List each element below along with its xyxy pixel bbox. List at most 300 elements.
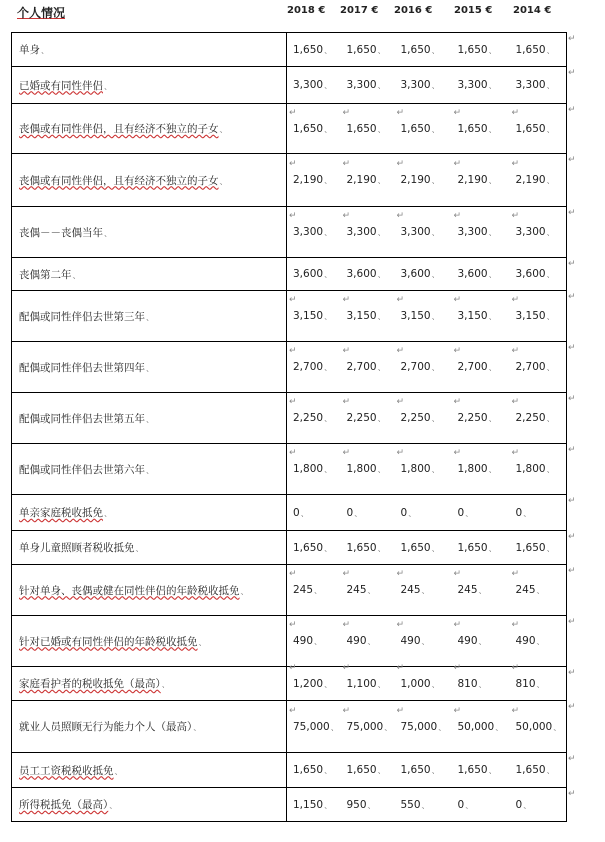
paragraph-mark: 、 [377,766,386,775]
table-row [12,701,567,753]
paragraph-mark: 、 [431,124,440,134]
return-mark-icon: ↵ [453,295,462,305]
row-label: 所得税抵免（最高） [19,799,109,811]
row-end-mark-icon: ↵ [568,208,576,218]
value-cell [287,788,341,822]
cell-value: 3,300 [346,226,377,238]
row-end-mark-icon: ↵ [568,789,576,799]
cell-value: 50,000 [457,720,495,733]
paragraph-mark: 、 [324,124,333,134]
paragraph-mark: 、 [367,637,376,646]
cell-value: 3,150 [515,310,546,322]
paragraph-mark: 、 [330,722,339,732]
cell-value: 3,150 [400,310,431,322]
value-cell [452,444,510,495]
row-end-mark-icon: ↵ [568,566,576,576]
cell-value: 1,650 [400,764,431,776]
row-label: 就业人员照顾无行为能力个人（最高） [19,721,193,733]
value-cell [510,393,567,444]
cell-value: 3,300 [457,79,488,91]
row-label: 配偶或同性伴侣去世第三年 [19,310,145,323]
cell-value: 1,650 [293,764,324,776]
paragraph-mark: 、 [488,465,497,474]
row-label: 丧偶第二年 [19,268,72,281]
paragraph-mark: 、 [324,312,333,321]
cell-value: 1,000 [400,677,431,690]
value-cell [452,342,510,393]
row-label: 已婚或有同性伴侣 [19,79,103,92]
value-cell [395,616,452,667]
table-row [12,495,567,531]
paragraph-mark: 、 [377,45,386,55]
paragraph-mark: 、 [478,586,487,595]
paragraph-mark: 、 [431,543,440,553]
cell-value: 2,700 [457,361,488,373]
value-cell [395,104,452,154]
cell-value: 1,650 [515,764,546,776]
value-cell [287,342,341,393]
cell-value: 1,650 [346,43,377,56]
table-row [12,207,567,258]
paragraph-mark: 、 [377,176,386,185]
paragraph-mark: 、 [488,312,497,321]
row-end-mark-icon: ↵ [568,754,576,764]
cell-value: 2,190 [457,174,488,186]
paragraph-mark: 、 [488,124,497,134]
paragraph-mark: 、 [431,679,440,689]
cell-value: 50,000 [515,720,553,733]
paragraph-mark: 、 [384,722,393,732]
value-cell [510,616,567,667]
cell-value: 2,190 [293,174,324,186]
table-row [12,291,567,342]
year-2016: 2016 € [394,5,433,16]
cell-value: 2,700 [515,361,546,373]
cell-value: 2,250 [293,412,324,424]
paragraph-mark: 、 [553,722,562,732]
paragraph-mark: 、 [377,124,386,134]
return-mark-icon: ↵ [511,705,520,716]
row-end-mark-icon: ↵ [568,34,576,44]
return-mark-icon: ↵ [511,211,520,221]
paragraph-mark: 、 [546,45,555,55]
cell-value: 490 [457,635,478,647]
paragraph-mark: 、 [300,508,309,518]
paragraph-mark: 、 [421,586,430,595]
return-mark-icon: ↵ [453,569,462,579]
value-cell [452,565,510,616]
value-cell [452,258,510,291]
paragraph-mark: 、 [377,414,386,423]
cell-value: 245 [515,584,536,596]
row-label-cell [12,291,287,342]
paragraph-mark: 、 [546,176,555,185]
paragraph-mark: 、 [324,363,333,372]
row-label-cell [12,701,287,753]
return-mark-icon: ↵ [289,705,297,716]
paragraph-mark: 、 [546,124,555,134]
value-cell [287,753,341,788]
value-cell [287,495,341,531]
value-cell [341,207,395,258]
row-label: 单身 [19,44,40,56]
value-cell [341,753,395,788]
value-cell [341,393,395,444]
return-mark-icon: ↵ [511,620,520,630]
paragraph-mark: 、 [135,544,144,553]
paragraph-mark: 、 [431,363,440,372]
paragraph-mark: 、 [546,766,555,775]
row-label: 单身儿童照顾者税收抵免 [19,542,135,554]
paragraph-mark: 、 [324,800,333,810]
paragraph-mark: 、 [324,81,333,90]
cell-value: 3,300 [400,226,431,238]
cell-value: 1,150 [293,798,324,811]
table-row [12,104,567,154]
value-cell [395,393,452,444]
value-cell [395,207,452,258]
value-cell [452,291,510,342]
paragraph-mark: 、 [488,414,497,423]
return-mark-icon: ↵ [453,662,462,673]
value-cell [287,258,341,291]
paragraph-mark: 、 [114,766,123,776]
value-cell [395,753,452,788]
return-mark-icon: ↵ [396,569,405,579]
row-end-mark-icon: ↵ [568,259,576,269]
cell-value: 3,150 [457,310,488,322]
value-cell [395,258,452,291]
row-label: 丧偶－－丧偶当年 [19,226,103,239]
cell-value: 1,650 [400,43,431,56]
cell-value: 0 [515,506,523,519]
table-row [12,667,567,701]
row-end-mark-icon: ↵ [568,617,576,627]
value-cell [341,444,395,495]
row-label: 配偶或同性伴侣去世第四年 [19,361,145,374]
cell-value: 1,650 [457,541,488,554]
cell-value: 1,800 [515,463,546,475]
paragraph-mark: 、 [488,228,497,237]
table-row [12,67,567,104]
paragraph-mark: 、 [546,465,555,474]
paragraph-mark: 、 [377,312,386,321]
paragraph-mark: 、 [324,414,333,423]
paragraph-mark: 、 [377,81,386,90]
return-mark-icon: ↵ [453,211,462,221]
return-mark-icon: ↵ [511,397,520,407]
cell-value: 2,190 [515,174,546,186]
return-mark-icon: ↵ [396,620,405,630]
value-cell [287,444,341,495]
cell-value: 1,650 [346,122,377,135]
return-mark-icon: ↵ [511,346,520,356]
row-label: 丧偶或有同性伴侣，且有经济不独立的子女 [19,123,219,135]
paragraph-mark: 、 [488,543,497,553]
table-row [12,788,567,822]
paragraph-mark: 、 [377,228,386,237]
value-cell [341,67,395,104]
paragraph-mark: 、 [41,46,49,55]
paragraph-mark: 、 [324,228,333,237]
value-cell [510,154,567,207]
row-label-cell [12,104,287,154]
return-mark-icon: ↵ [289,397,297,407]
row-end-mark-icon: ↵ [568,394,576,404]
value-cell [510,531,567,565]
paragraph-mark: 、 [536,679,545,689]
paragraph-mark: 、 [488,81,497,90]
value-cell [287,104,341,154]
table-row [12,565,567,616]
cell-value: 75,000 [293,720,330,733]
paragraph-mark: 、 [465,508,474,518]
return-mark-icon: ↵ [453,159,462,169]
return-mark-icon: ↵ [511,159,520,169]
cell-value: 1,650 [346,541,377,554]
cell-value: 2,700 [400,361,431,373]
value-cell [395,531,452,565]
cell-value: 1,650 [293,541,324,554]
paragraph-mark: 、 [324,465,333,474]
value-cell [395,662,452,701]
value-cell [287,207,341,258]
cell-value: 1,800 [457,463,488,475]
return-mark-icon: ↵ [453,107,462,118]
table-row [12,616,567,667]
paragraph-mark: 、 [104,228,112,238]
cell-value: 245 [293,584,314,596]
paragraph-mark: 、 [546,414,555,423]
row-label-cell [12,531,287,565]
cell-value: 1,200 [293,677,324,690]
return-mark-icon: ↵ [453,620,462,630]
paragraph-mark: 、 [198,637,207,647]
value-cell [287,662,341,701]
return-mark-icon: ↵ [396,662,405,673]
cell-value: 2,700 [293,361,324,373]
header-label: 个人情况 [17,6,66,20]
value-cell [510,444,567,495]
return-mark-icon: ↵ [453,397,462,407]
cell-value: 810 [515,677,536,690]
cell-value: 0 [346,506,354,519]
table-row [12,531,567,565]
row-label-cell [12,342,287,393]
value-cell [395,33,452,67]
value-cell [510,258,567,291]
cell-value: 0 [400,506,408,519]
cell-value: 75,000 [400,720,438,733]
value-cell [287,67,341,104]
return-mark-icon: ↵ [289,211,297,221]
cell-value: 1,650 [400,541,431,554]
paragraph-mark: 、 [546,363,555,372]
value-cell [395,788,452,822]
return-mark-icon: ↵ [342,569,351,579]
cell-value: 1,800 [293,463,324,475]
cell-value: 0 [515,798,523,811]
value-cell [395,444,452,495]
value-cell [510,104,567,154]
paragraph-mark: 、 [146,414,154,424]
return-mark-icon: ↵ [289,448,297,458]
row-label-cell [12,67,287,104]
value-cell [510,662,567,701]
value-cell [452,207,510,258]
paragraph-mark: 、 [324,543,333,553]
paragraph-mark: 、 [546,81,555,90]
cell-value: 3,600 [400,268,431,280]
value-cell [452,788,510,822]
value-cell [452,616,510,667]
value-cell [452,662,510,701]
cell-value: 3,150 [293,310,324,322]
value-cell [287,393,341,444]
cell-value: 490 [293,635,314,647]
return-mark-icon: ↵ [342,295,351,305]
paragraph-mark: 、 [314,586,323,595]
paragraph-mark: 、 [431,228,440,237]
return-mark-icon: ↵ [342,211,351,221]
value-cell [510,342,567,393]
row-label-cell [12,565,287,616]
paragraph-mark: 、 [377,363,386,372]
paragraph-mark: 、 [488,766,497,775]
return-mark-icon: ↵ [289,662,297,673]
cell-value: 75,000 [346,720,384,733]
row-end-mark-icon: ↵ [568,496,576,506]
row-label-cell [12,154,287,207]
paragraph-mark: 、 [146,312,154,322]
return-mark-icon: ↵ [396,295,405,305]
value-cell [341,701,395,753]
cell-value: 0 [457,506,465,519]
cell-value: 490 [346,635,367,647]
row-end-mark-icon: ↵ [568,343,576,353]
paragraph-mark: 、 [324,45,333,55]
paragraph-mark: 、 [431,45,440,55]
value-cell [341,104,395,154]
value-cell [452,393,510,444]
cell-value: 2,250 [346,412,377,424]
return-mark-icon: ↵ [289,159,297,169]
return-mark-icon: ↵ [289,107,297,118]
table-row [12,393,567,444]
paragraph-mark: 、 [408,508,417,518]
return-mark-icon: ↵ [342,448,351,458]
cell-value: 3,300 [400,79,431,91]
cell-value: 3,600 [515,268,546,280]
paragraph-mark: 、 [104,81,112,91]
row-end-mark-icon: ↵ [568,155,576,165]
cell-value: 3,150 [346,310,377,322]
return-mark-icon: ↵ [342,620,351,630]
cell-value: 490 [400,635,421,647]
return-mark-icon: ↵ [342,662,351,673]
paragraph-mark: 、 [314,637,323,646]
return-mark-icon: ↵ [289,346,297,356]
paragraph-mark: 、 [488,363,497,372]
paragraph-mark: 、 [523,800,532,810]
cell-value: 1,650 [515,122,546,135]
value-cell [510,33,567,67]
row-label: 员工工资税税收抵免 [19,764,114,777]
value-cell [510,788,567,822]
return-mark-icon: ↵ [396,705,405,716]
paragraph-mark: 、 [72,270,81,280]
row-label-cell [12,33,287,67]
cell-value: 1,650 [515,541,546,554]
return-mark-icon: ↵ [511,662,520,673]
cell-value: 1,650 [515,43,546,56]
return-mark-icon: ↵ [342,159,351,169]
paragraph-mark: 、 [109,801,118,810]
cell-value: 0 [293,506,300,519]
return-mark-icon: ↵ [396,107,405,118]
paragraph-mark: 、 [431,465,440,474]
row-end-mark-icon: ↵ [568,68,576,78]
return-mark-icon: ↵ [342,346,351,356]
cell-value: 950 [346,798,367,811]
value-cell [395,154,452,207]
return-mark-icon: ↵ [453,705,462,716]
paragraph-mark: 、 [546,228,555,237]
paragraph-mark: 、 [104,509,112,518]
return-mark-icon: ↵ [289,620,297,630]
paragraph-mark: 、 [488,270,497,279]
paragraph-mark: 、 [219,125,228,134]
return-mark-icon: ↵ [453,448,462,458]
paragraph-mark: 、 [465,800,474,810]
row-label: 丧偶或有同性伴侣，且有经济不独立的子女 [19,174,219,187]
table-row [12,342,567,393]
cell-value: 1,800 [400,463,431,475]
cell-value: 1,650 [400,122,431,135]
cell-value: 550 [400,798,421,811]
return-mark-icon: ↵ [396,159,405,169]
paragraph-mark: 、 [495,722,504,732]
cell-value: 2,250 [457,412,488,424]
row-label-cell [12,616,287,667]
value-cell [452,531,510,565]
cell-value: 245 [400,584,421,596]
cell-value: 1,650 [293,122,324,135]
value-cell [287,291,341,342]
paragraph-mark: 、 [431,176,440,185]
paragraph-mark: 、 [193,723,202,732]
row-label-cell [12,258,287,291]
cell-value: 3,300 [457,226,488,238]
return-mark-icon: ↵ [289,295,297,305]
paragraph-mark: 、 [421,637,430,646]
return-mark-icon: ↵ [511,569,520,579]
cell-value: 1,800 [346,463,377,475]
cell-value: 810 [457,677,478,690]
cell-value: 1,650 [293,43,324,56]
paragraph-mark: 、 [324,176,333,185]
paragraph-mark: 、 [146,363,154,373]
paragraph-mark: 、 [431,270,440,279]
cell-value: 2,700 [346,361,377,373]
row-label-cell [12,788,287,822]
cell-value: 3,300 [293,79,324,91]
paragraph-mark: 、 [377,679,386,689]
paragraph-mark: 、 [377,543,386,553]
year-2015: 2015 € [454,5,493,16]
paragraph-mark: 、 [488,45,497,55]
cell-value: 490 [515,635,536,647]
